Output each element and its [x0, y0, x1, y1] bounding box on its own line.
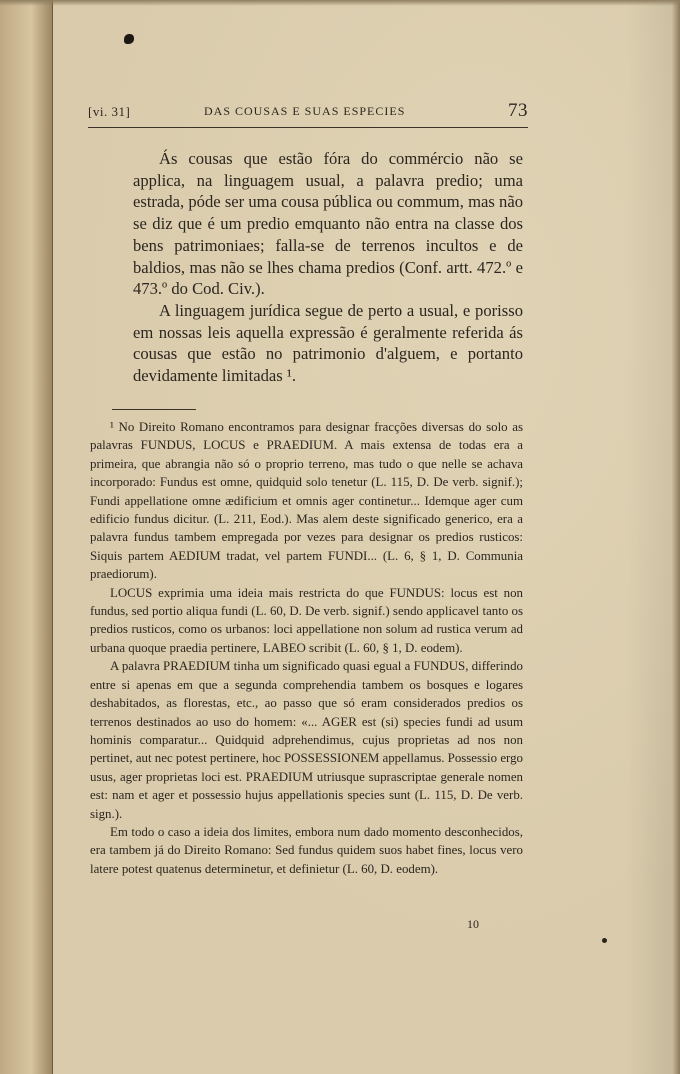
page-edge: [672, 0, 680, 1074]
footnote-paragraph: ¹ No Direito Romano encontramos para designar fracções diversas do solo as palavras FUNDUS, LOCUS e PRAEDIUM. A mais extensa de todas era a primeira, que abrangia não só o proprio terreno, mas tudo o que nelle se achava incorporado: Fundus est omne, quidquid solo tenetur (L. 115, D. De verb. signif.); Fundi appellatione omne ædificium et omnis ager continetur... Idemque ager cum edificio fundus dicitur. (L. 211, Eod.). Mas alem deste significado generico, era a palavra fundus tambem empregada por vezes para designar os predios rusticos: Siquis partem AEDIUM tradat, vel partem FUNDI... (L. 6, § 1, D. Communia praediorum).: [90, 420, 523, 582]
signature-mark: 10: [467, 917, 479, 931]
section-reference: [vi. 31]: [88, 104, 131, 119]
footnote-paragraph: LOCUS exprimia uma ideia mais restricta do que FUNDUS: locus est non fundus, sed portio aliqua fundi (L. 60, D. De verb. signif.) sendo applicavel tanto os predios rusticos, como os urbanos: loci appellatione non solum ad rustica verum ad urbana quoque praedia pertinere, LABEO scribit (L. 60, § 1, D. eodem).: [90, 585, 523, 655]
footnote-paragraph: A palavra PRAEDIUM tinha um significado quasi egual a FUNDUS, differindo entre si apenas em que a segunda comprehendia tambem os bosques e logares deshabitados, as florestas, etc., ao passo que só eram considerados predios os terrenos destinados ao uso do homem: «... AGER est (si) species fundi ad usum hominis comparatur... Quidquid adprehendimus, cujus proprietas ad nos non pertinet, aut nec potest pertinere, hoc POSSESSIONEM appellamus. Possessio ergo usus, ager proprietas loci est. PRAEDIUM utriusque suprascriptae generale nomen est: nam et ager et possessio hujus appellationis species sunt (L. 115, D. De verb. sign.).: [90, 659, 523, 821]
page-gutter: [0, 0, 53, 1074]
header-rule: [88, 127, 528, 128]
footnote-paragraph: Em todo o caso a ideia dos limites, embora num dado momento desconhecidos, era tambem já do Direito Romano: Sed fundus quidem suos habet fines, locus vero latere potest quatenus determinetur, et definietur (L. 60, D. eodem).: [90, 824, 523, 876]
main-text: [133, 148, 523, 387]
paragraph: A linguagem jurídica segue de perto a usual, e porisso em nossas leis aquella expressão é geralmente referida ás cousas que estão no patrimonio d'alguem, e portanto devidamente limitadas ¹.: [133, 300, 523, 386]
page-top-shadow: [0, 0, 680, 6]
ink-dot: [602, 938, 607, 943]
ink-mark: [124, 34, 134, 44]
running-header: [88, 100, 528, 124]
footnote-rule: [112, 409, 196, 410]
paragraph: Ás cousas que estão fóra do commércio não se applica, na linguagem usual, a palavra predio; uma estrada, póde ser uma cousa pública ou commum, mas não se diz que é um predio emquanto não entra na classe dos bens patrimoniaes; falla-se de terrenos incultos e de baldios, mas não se lhes chama predios (Conf. artt. 472.º e 473.º do Cod. Civ.).: [133, 149, 523, 299]
running-title: DAS COUSAS E SUAS ESPECIES: [204, 104, 406, 118]
page-number: 73: [508, 100, 528, 121]
footnotes: [90, 418, 523, 878]
